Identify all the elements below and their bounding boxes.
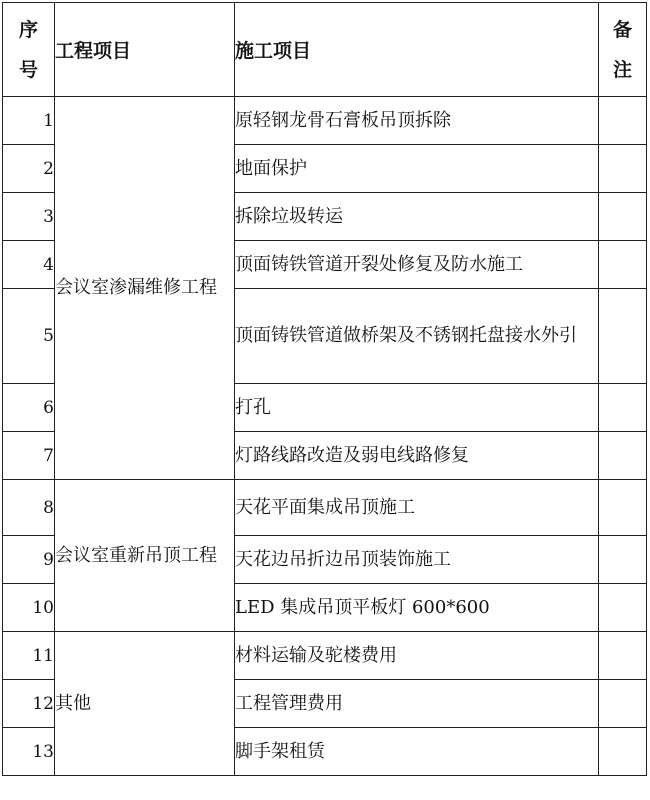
row-item: 地面保护 <box>235 145 599 193</box>
row-seq: 2 <box>3 145 55 193</box>
row-seq: 6 <box>3 384 55 432</box>
table-row <box>3 632 647 680</box>
table-row <box>3 97 647 145</box>
header-note: 备 注 <box>599 3 647 97</box>
row-seq: 9 <box>3 536 55 584</box>
project-group-cell: 其他 <box>55 632 235 776</box>
row-note <box>599 680 647 728</box>
row-note <box>599 289 647 384</box>
row-note <box>599 145 647 193</box>
row-note <box>599 432 647 480</box>
project-group-cell: 会议室渗漏维修工程 <box>55 97 235 480</box>
row-note <box>599 384 647 432</box>
header-project: 工程项目 <box>55 3 235 97</box>
header-item: 施工项目 <box>235 3 599 97</box>
header-seq: 序 号 <box>3 3 55 97</box>
row-note <box>599 193 647 241</box>
row-seq: 12 <box>3 680 55 728</box>
row-item: 原轻钢龙骨石膏板吊顶拆除 <box>235 97 599 145</box>
row-note <box>599 480 647 536</box>
row-seq: 5 <box>3 289 55 384</box>
project-group-cell: 会议室重新吊顶工程 <box>55 480 235 632</box>
row-note <box>599 728 647 776</box>
row-seq: 10 <box>3 584 55 632</box>
row-item: LED 集成吊顶平板灯 600*600 <box>235 584 599 632</box>
table-header-row <box>3 3 647 97</box>
row-note <box>599 97 647 145</box>
row-item: 天花平面集成吊顶施工 <box>235 480 599 536</box>
row-item: 脚手架租赁 <box>235 728 599 776</box>
row-seq: 8 <box>3 480 55 536</box>
row-seq: 1 <box>3 97 55 145</box>
row-seq: 3 <box>3 193 55 241</box>
row-note <box>599 584 647 632</box>
row-item: 顶面铸铁管道做桥架及不锈钢托盘接水外引 <box>235 289 599 384</box>
row-item: 工程管理费用 <box>235 680 599 728</box>
row-seq: 7 <box>3 432 55 480</box>
row-seq: 4 <box>3 241 55 289</box>
row-note <box>599 241 647 289</box>
construction-items-table <box>2 2 647 776</box>
row-item: 拆除垃圾转运 <box>235 193 599 241</box>
row-item: 材料运输及驼楼费用 <box>235 632 599 680</box>
row-item: 顶面铸铁管道开裂处修复及防水施工 <box>235 241 599 289</box>
row-item: 打孔 <box>235 384 599 432</box>
row-item: 灯路线路改造及弱电线路修复 <box>235 432 599 480</box>
row-note <box>599 536 647 584</box>
row-seq: 13 <box>3 728 55 776</box>
table-row <box>3 480 647 536</box>
row-item: 天花边吊折边吊顶装饰施工 <box>235 536 599 584</box>
row-note <box>599 632 647 680</box>
row-seq: 11 <box>3 632 55 680</box>
